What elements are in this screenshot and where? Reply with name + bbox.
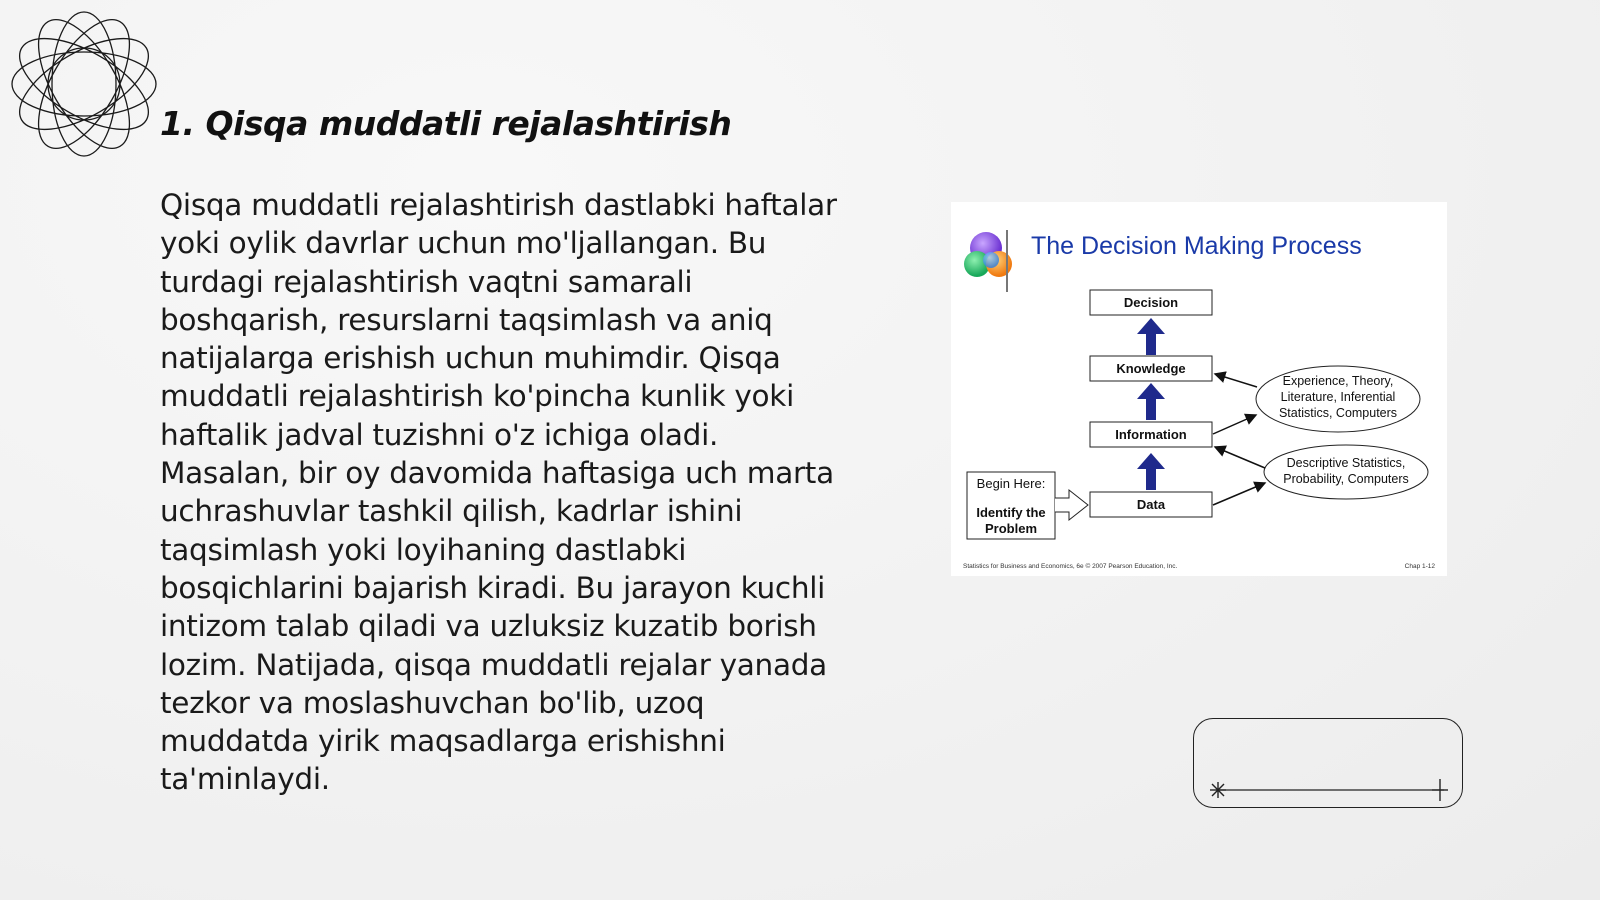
- ellipse-experience-line2: Literature, Inferential: [1280, 390, 1396, 404]
- decision-process-diagram: [951, 202, 1447, 576]
- arrow-descriptive-to-information: [1215, 447, 1265, 468]
- slide-title: 1. Qisqa muddatli rejalashtirish: [160, 104, 732, 143]
- identify-problem-line1: Identify the: [976, 505, 1046, 520]
- circle-knot-ornament-icon: [10, 10, 158, 158]
- node-decision-label: Decision: [1123, 295, 1179, 310]
- arrow-information-to-experience: [1213, 415, 1256, 434]
- identify-problem-line2: Problem: [984, 521, 1038, 536]
- hollow-arrow-icon: [1055, 490, 1088, 520]
- ellipse-experience-line3: Statistics, Computers: [1278, 406, 1398, 420]
- node-information-label: Information: [1115, 427, 1187, 442]
- arrow-data-to-descriptive: [1213, 483, 1265, 505]
- node-data-label: Data: [1136, 497, 1166, 512]
- diagram-title: The Decision Making Process: [1031, 232, 1362, 260]
- arrow-up-icon: [1137, 383, 1165, 420]
- ellipse-experience-line1: Experience, Theory,: [1282, 374, 1394, 388]
- arrow-up-icon: [1137, 318, 1165, 355]
- arrow-up-icon: [1137, 453, 1165, 490]
- arrow-experience-to-knowledge: [1215, 374, 1257, 387]
- ellipse-descriptive-line1: Descriptive Statistics,: [1286, 456, 1406, 470]
- sparkle-icon: [1210, 782, 1226, 798]
- slide-paragraph: Qisqa muddatli rejalashtirish dastlabki haftalar yoki oylik davrlar uchun mo'ljallangan. Bu turdagi rejalashtirish vaqtni samarali boshqarish, resurslarni taqsimlash va aniq natijalarga erishish uchun muhimdir. Qisqa muddatli rejalashtirish ko'pincha kunlik yoki haftalik jadval tuzishni o'z ichiga oladi. Masalan, bir oy davomida haftasiga uch marta uchrashuvlar tashkil qilish, kadrlar ishini taqsimlash yoki loyihaning dastlabki bosqichlarini bajarish kiradi. Bu jarayon kuchli intizom talab qiladi va uzluksiz kuzatib borish lozim. Natijada, qisqa muddatli rejalar yanada tezkor va moslashuvchan bo'lib, uzoq muddatda yirik maqsadlarga erishishni ta'minlaydi.: [160, 188, 837, 797]
- node-knowledge-label: Knowledge: [1116, 361, 1186, 376]
- decorative-line-box: [1193, 718, 1463, 808]
- diagram-footer-right: Chap 1-12: [1404, 563, 1435, 570]
- ellipse-descriptive-line2: Probability, Computers: [1283, 472, 1409, 486]
- color-orbs-icon: [964, 230, 1012, 292]
- begin-here-label: Begin Here:: [976, 476, 1046, 491]
- cross-star-icon: [1432, 779, 1448, 801]
- diagram-footer-left: Statistics for Business and Economics, 6e © 2007 Pearson Education, Inc.: [963, 563, 1178, 570]
